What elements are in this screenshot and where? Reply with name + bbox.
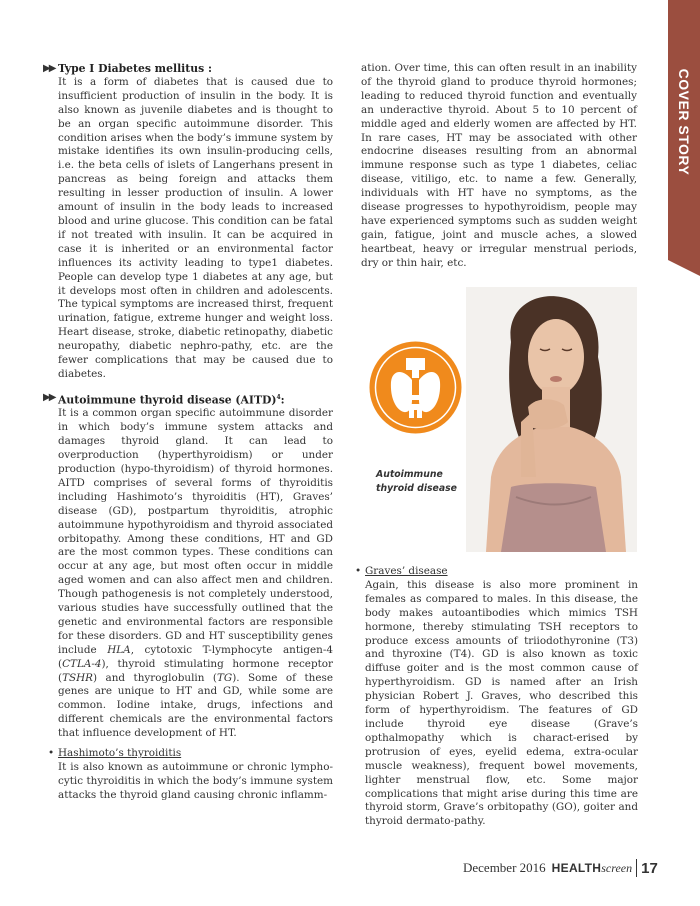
type1-paragraph: It is a form of diabetes that is caused due to insufficient production of insulin in the body. It is also known as juvenile diabetes and is thought to be an organ specific autoimmune disorder. This condition arises when the body’s immune system by mistake identifies its own insulin-producing cells, i.e. the beta cells of islets of Langerhans present in pancreas as being foreign and attacks them resulting in lesser production of insulin. A lower amount of insulin in the body leads to increased blood and urine glucose. This condition can be fatal if not treated with insulin. It can be acquired in case it is inherited or an environmental factor influences its activity leading to type1 diabetes. People can develop type 1 diabetes at any age, but it develops most often in children and adolescents. The typical symptoms are increased thirst, frequent urination, fatigue, extreme hunger and weight loss. Heart disease, stroke, diabetic retinopathy, diabetic neuropathy, diabetic nephro-pathy, etc. are the fewer complications that may be caused due to diabetes. (58, 75, 333, 380)
aitd-heading: ▶▶ Autoimmune thyroid disease (AITD)$^4$: (43, 391, 285, 407)
image-caption: Autoimmune thyroid disease (376, 469, 457, 494)
footer-divider (636, 859, 637, 877)
section-tab-label-box (668, 62, 700, 182)
page-footer: December 2016 HEALTH screen 17 (463, 859, 658, 877)
graves-subheading: • Graves’ disease (355, 565, 448, 577)
section-tab-point (668, 260, 700, 276)
page-number: 17 (641, 859, 658, 877)
hashimoto-continued-paragraph: ation. Over time, this can often result in an inability of the thyroid gland to produce thyroid hormones; leading to reduced thyroid function and eventually an underactive thyroid. About 5 to 10 percent of middle aged and elderly women are affected by HT. In rare cases, HT may be associated with other endocrine diseases resulting from an abnormal immune response such as type 1 diabetes, celiac disease, vitiligo, etc. to name a few. Generally, individuals with HT have no symptoms, as the disease progresses to hypothyroidism, people may have experienced symptoms such as sudden weight gain, fatigue, joint and muscle aches, a slowed heartbeat, heavy or irregular menstrual periods, dry or thin hair, etc. (361, 62, 637, 269)
aitd-paragraph: It is a common organ specific autoimmune disorder in which body’s immune system attacks and damages thyroid gland. It can lead to overproduction (hyperthyroidism) or under production (hypo-thyroidism) of thyroid hormones. AITD comprises of several forms of thyroiditis including Hashimoto’s thyroiditis (HT), Graves’ disease (GD), postpartum thyroiditis, atrophic autoimmune hypothyroidism and thyroid associated orbitopathy. Among these conditions, HT and GD are the most common types. These conditions can occur at any age, but most often occur in middle aged women and can also affect men and children. Though pathogenesis is not completely understood, various studies have successfully outlined that the genetic and environmental factors are responsible for these disorders. GD and HT susceptibility genes include HLA, cytotoxic T-lymphocyte antigen-4 (CTLA-4), thyroid stimulating hormone receptor (TSHR) and thyroglobulin (TG). Some of these genes are unique to HT and GD, while some are common. Iodine intake, drugs, infections and different chemicals are the environmental factors that influence development of HT. (58, 407, 333, 740)
graves-paragraph: Again, this disease is also more prominent in females as compared to males. In this disease, the body makes autoantibodies which mimics TSH hormone, thereby stimulating TSH receptors to produce excess amounts of triiodothyronine (T3) and thyroxine (T4). GD is also known as toxic diffuse goiter and is the most common cause of hyperthyroidism. GD is named after an Irish physician Robert J. Graves, who described this form of hyperthyroidism. The features of GD include thyroid eye disease (Grave’s opthalmopathy which is charact-erised by protrusion of eyes, eyelid edema, extra-ocular muscle weakness), frequent bowel movements, lighter menstrual flow, etc. Some major complications that might arise during this time are thyroid storm, Grave’s orbitopathy (GO), goiter and thyroid dermato-pathy. (365, 578, 638, 828)
double-arrow-icon: ▶▶ (43, 391, 55, 403)
hashimoto-paragraph: It is also known as autoimmune or chronic lympho-cytic thyroiditis in which the body’s immune system attacks the thyroid gland causing chronic inflamm- (58, 761, 333, 801)
left-column (43, 62, 333, 803)
hashimoto-subheading: • Hashimoto’s thyroiditis (48, 747, 182, 760)
woman-throat-photo (466, 287, 637, 552)
bullet: • (355, 565, 362, 577)
right-column (361, 62, 637, 271)
thyroid-icon (368, 340, 463, 435)
section-tab-label: COVER STORY (676, 68, 692, 176)
double-arrow-icon: ▶▶ (43, 63, 55, 74)
graves-section (350, 565, 638, 829)
type1-heading: ▶▶ Type I Diabetes mellitus : (43, 62, 212, 75)
bullet: • (48, 747, 55, 760)
issue-date: December 2016 (463, 860, 546, 875)
magazine-brand: HEALTH (551, 861, 602, 875)
